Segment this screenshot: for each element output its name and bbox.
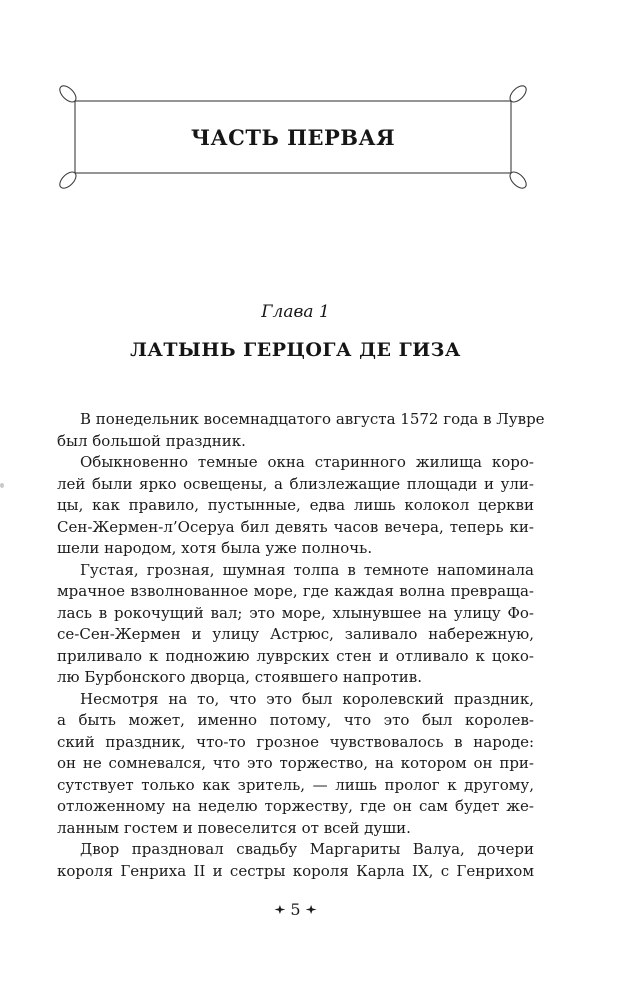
body-line: Сен-Жермен-л’Осеруа бил девять часов вечера, теперь ки- xyxy=(57,517,534,536)
diamond-ornament-icon xyxy=(306,905,317,914)
body-line: лю Бурбонского дворца, стоявшего напротив. xyxy=(57,668,422,686)
body-line: цы, как правило, пустынные, едва лишь колокол церкви xyxy=(57,496,534,514)
body-line: короля Генриха II и сестры короля Карла IX, с Генрихом xyxy=(57,861,534,880)
body-line: Густая, грозная, шумная толпа в темноте напоминала xyxy=(80,560,534,579)
body-line: лей были ярко освещены, а близлежащие площади и ули- xyxy=(57,474,534,493)
part-title: ЧАСТЬ ПЕРВАЯ xyxy=(190,124,396,150)
diamond-ornament-icon xyxy=(274,905,285,914)
body-line: се-Сен-Жермен и улицу Астрюс, заливало набережную, xyxy=(57,625,534,643)
body-line: шели народом, хотя была уже полночь. xyxy=(57,539,373,557)
body-line: В понедельник восемнадцатого августа 1572 года в Лувре xyxy=(80,410,545,428)
page-number: 5 xyxy=(290,900,301,919)
body-line: отложенному на неделю торжеству, где он сам будет же- xyxy=(57,797,534,815)
chapter-title: ЛАТЫНЬ ГЕРЦОГА ДЕ ГИЗА xyxy=(130,339,461,361)
body-line: сутствует только как зритель, — лишь пролог к другому, xyxy=(57,775,534,794)
chapter-label: Глава 1 xyxy=(261,302,330,322)
body-line: Двор праздновал свадьбу Маргариты Валуа, дочери xyxy=(80,840,534,858)
body-line: мрачное взволнованное море, где каждая волна превраща- xyxy=(57,582,534,600)
body-line: ланным гостем и повеселится от всей души. xyxy=(57,818,411,837)
body-text xyxy=(57,409,545,882)
body-line: приливало к подножию луврских стен и отливало к цоко- xyxy=(57,646,534,665)
body-line: был большой праздник. xyxy=(57,431,246,450)
body-line: он не сомневался, что это торжество, на котором он при- xyxy=(57,754,534,772)
scan-artifact xyxy=(0,483,4,488)
body-line: лась в рокочущий вал; это море, хлынувшее на улицу Фо- xyxy=(57,603,534,622)
body-line: а быть может, именно потому, что это был королев- xyxy=(57,711,534,729)
body-line: Несмотря на то, что это был королевский праздник, xyxy=(80,689,534,708)
body-line: ский праздник, что-то грозное чувствовалось в народе: xyxy=(57,732,534,751)
body-line: Обыкновенно темные окна старинного жилища коро- xyxy=(80,453,534,471)
page-footer xyxy=(57,900,534,919)
